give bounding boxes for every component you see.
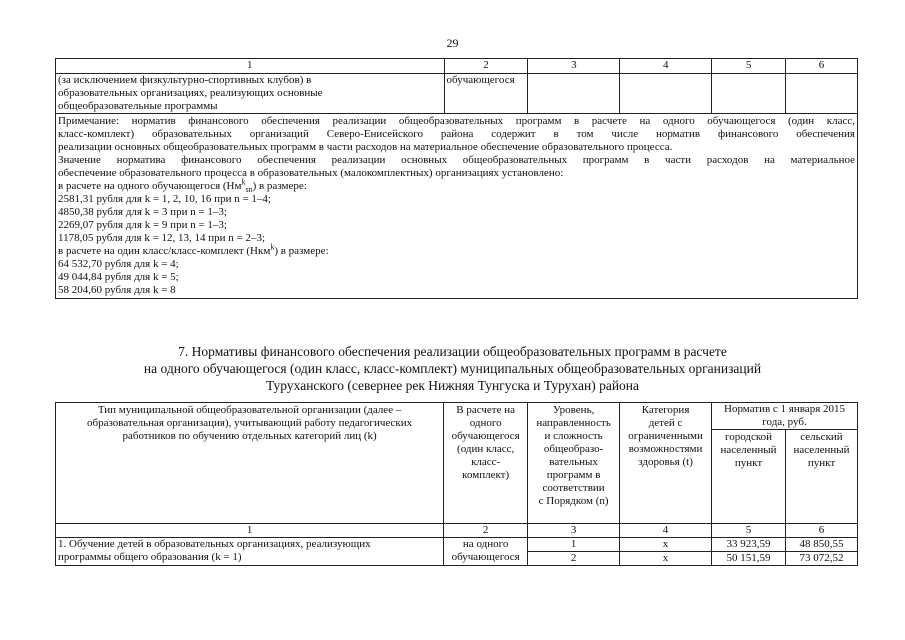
student-value: 1178,05 рубля для k = 12, 13, 14 при n = 2–3; — [58, 232, 266, 244]
header-rural: сельский населенный пункт — [785, 430, 857, 524]
empty-cell — [786, 74, 858, 114]
category-cell: х — [620, 552, 712, 566]
student-value: 2581,31 рубля для k = 1, 2, 10, 16 при n = 1–4; — [58, 193, 271, 205]
urban-value: 50 151,59 — [712, 552, 786, 566]
note-row — [56, 114, 858, 299]
empty-cell — [712, 74, 786, 114]
table1-data-row — [56, 74, 858, 114]
per-student-cell: на одного обучающегося — [444, 538, 528, 566]
header-cell: 3 — [528, 59, 620, 74]
header-cell: 5 — [712, 59, 786, 74]
note-cell: Примечание: норматив финансового обеспечения реализации общеобразовательных программ в расчете на одного обучающегося (один класс, класс-комплект) образовательных организаций Северо-Енисейского района содержит в том числе норматив финансового обеспечения реализации основных общеобразовательных программ в части расходов на материальное обеспечение образовательного процесса. Значение норматива финансового обеспечения реализации основных общеобразовательных программ в части расходов на материальное обеспечение образовательного процесса в образовательных (малокомплектных) организациях установлено: в расчете на одного обучающегося $(Нм^k_{sn})$ в размере: 2581,31 рубля для k = 1, 2, 10, 16 при n = 1–4; 4850,38 рубля для k = 3 при n = 1–3; 2269,07 рубля для k = 9 при n = 1–3; 1178,05 рубля для k = 12, 13, 14 при n = 2–3; в расчете на один класс/класс-комплект (Нкм$^k$) в размере: 64 532,70 рубля для k = 4; 49 044,84 рубля для k = 5; 58 204,60 рубля для k = 8 — [56, 114, 858, 299]
table-row — [56, 538, 858, 552]
number-cell: 2 — [444, 524, 528, 538]
row-unit: обучающегося — [444, 74, 528, 114]
number-cell: 5 — [712, 524, 786, 538]
level-cell: 1 — [528, 538, 620, 552]
header-org-type: Тип муниципальной общеобразовательной организации (далее – образовательная организация), учитывающий работу педагогических работников по обучению отдельных категорий лиц (k) — [56, 403, 444, 524]
header-category: Категория детей с ограниченными возможностями здоровья (t) — [620, 403, 712, 524]
category-cell: х — [620, 538, 712, 552]
header-level: Уровень, направленность и сложность общеобразо- вательных программ в соответствии с Порядком (n) — [528, 403, 620, 524]
org-type-cell: 1. Обучение детей в образовательных организациях, реализующих программы общего образования (k = 1) — [56, 538, 444, 566]
number-cell: 1 — [56, 524, 444, 538]
student-value: 4850,38 рубля для k = 3 при n = 1–3; — [58, 206, 227, 218]
per-student-heading: в расчете на одного обучающегося $(Нм^k_{sn})$ в размере: — [58, 177, 307, 195]
class-value: 49 044,84 рубля для k = 5; — [58, 271, 179, 283]
header-cell: 4 — [620, 59, 712, 74]
rural-value: 73 072,52 — [785, 552, 857, 566]
level-cell: 2 — [528, 552, 620, 566]
urban-value: 33 923,59 — [712, 538, 786, 552]
section-title: 7. Нормативы финансового обеспечения реализации общеобразовательных программ в расчете на одного обучающегося (один класс, класс-комплект) муниципальных общеобразовательных организаций Туруханского (севернее рек Нижняя Тунгуска и Турухан) района — [143, 344, 762, 393]
rural-value: 48 850,55 — [785, 538, 857, 552]
number-cell: 4 — [620, 524, 712, 538]
row-description: (за исключением физкультурно-спортивных клубов) в образовательных организациях, реализующих основные общеобразовательные программы — [56, 74, 445, 114]
norms-table — [55, 402, 858, 566]
empty-cell — [528, 74, 620, 114]
header-norm: Норматив с 1 января 2015 года, руб. — [712, 403, 858, 430]
header-per-student: В расчете на одного обучающегося (один класс, класс- комплект) — [444, 403, 528, 524]
per-class-heading: в расчете на один класс/класс-комплект (Нкм$^k$) в размере: — [58, 242, 329, 257]
class-value: 58 204,60 рубля для k = 8 — [58, 284, 176, 296]
number-cell: 3 — [528, 524, 620, 538]
table-continued — [55, 58, 858, 299]
student-value: 2269,07 рубля для k = 9 при n = 1–3; — [58, 219, 227, 231]
table2-number-row — [56, 524, 858, 538]
header-cell: 2 — [444, 59, 528, 74]
empty-cell — [620, 74, 712, 114]
table2-header-row — [56, 403, 858, 430]
number-cell: 6 — [785, 524, 857, 538]
class-value: 64 532,70 рубля для k = 4; — [58, 258, 179, 270]
header-urban: городской населенный пункт — [712, 430, 786, 524]
header-cell: 1 — [56, 59, 445, 74]
page-number: 29 — [446, 36, 459, 50]
table1-header-row — [56, 59, 858, 74]
header-cell: 6 — [786, 59, 858, 74]
